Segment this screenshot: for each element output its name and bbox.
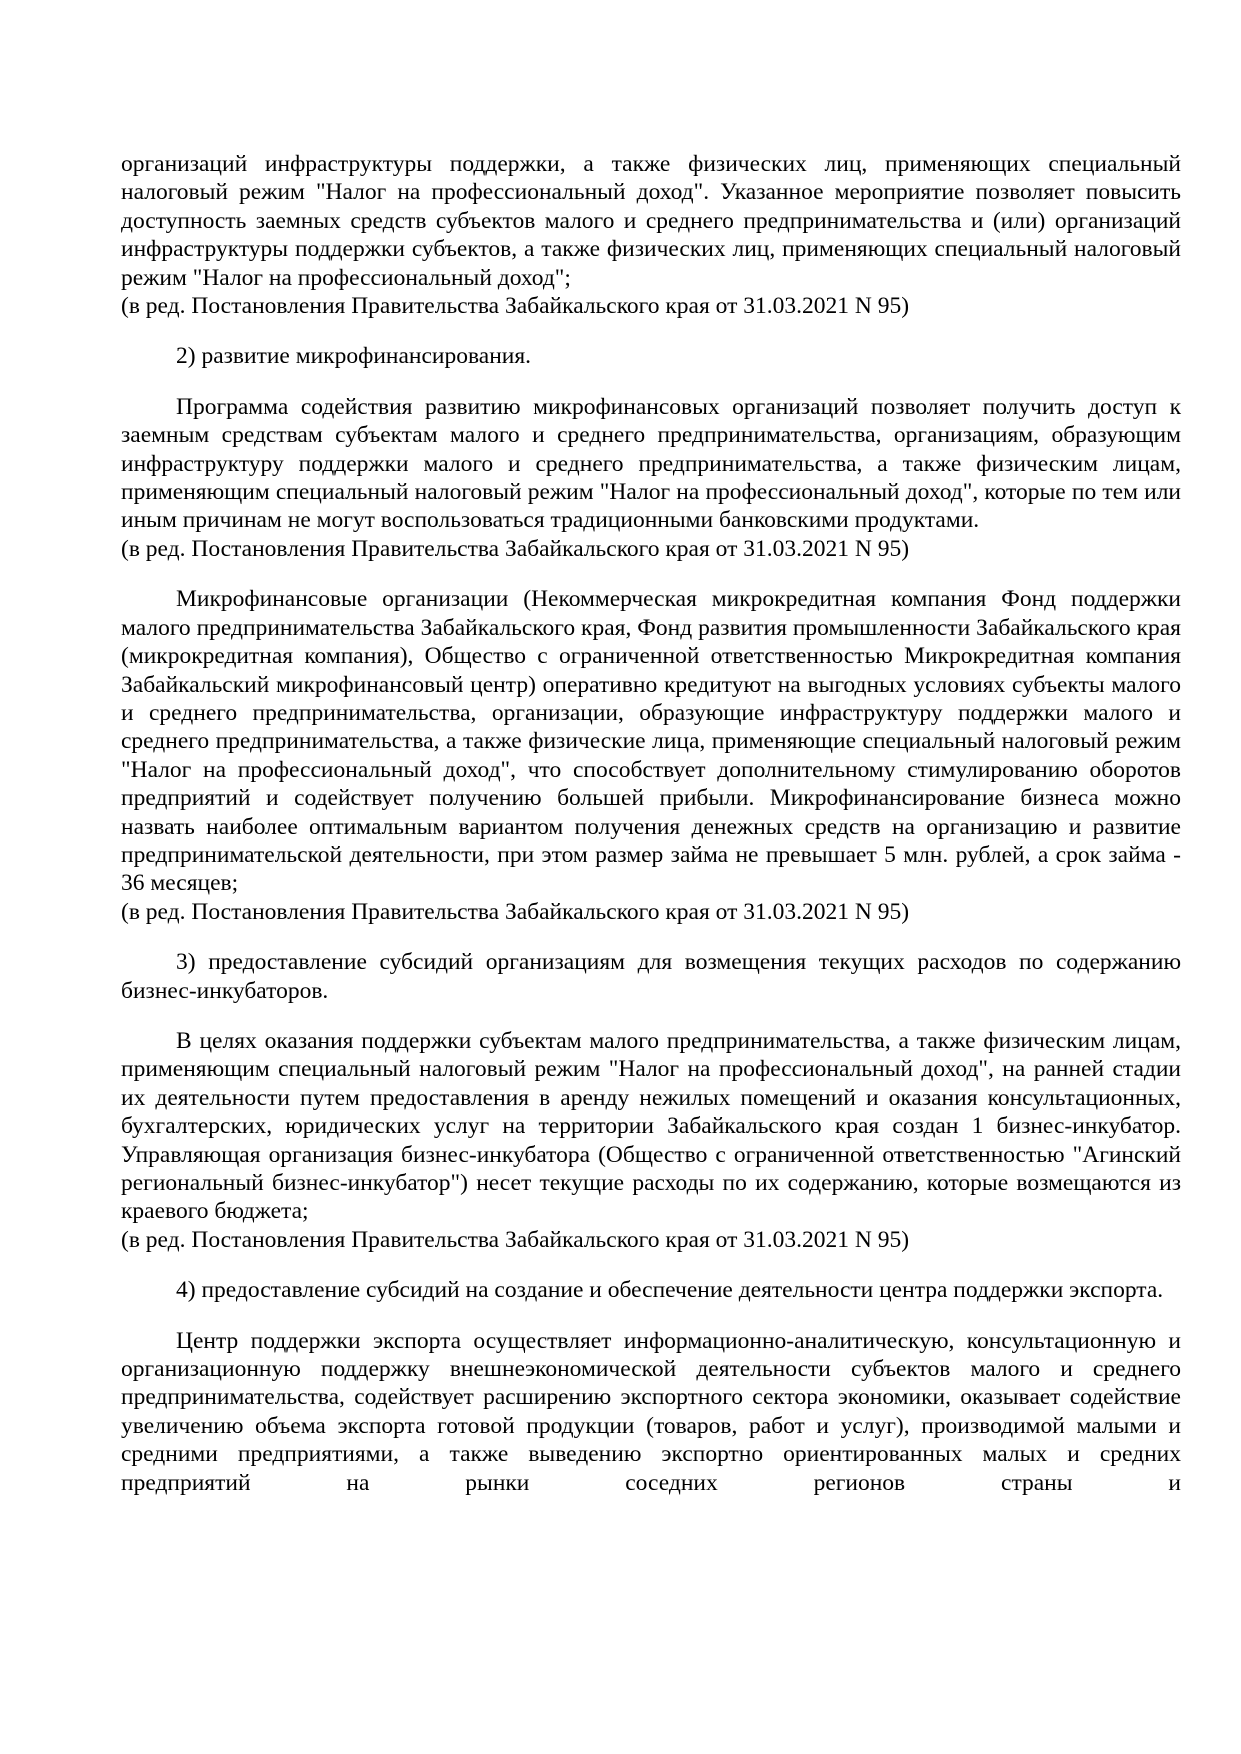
paragraph-block	[121, 393, 1181, 563]
paragraph-text: Микрофинансовые организации (Некоммерческая микрокредитная компания Фонд поддержки малого предпринимательства Забайкальского края, Фонд развития промышленности Забайкальского края (микрокредитная компания), Общество с ограниченной ответственностью Микрокредитная компания Забайкальский микрофинансовый центр) оперативно кредитуют на выгодных условиях субъекты малого и среднего предпринимательства, организации, образующие инфраструктуру поддержки малого и среднего предпринимательства, а также физические лица, применяющие специальный налоговый режим "Налог на профессиональный доход", что способствует дополнительному стимулированию оборотов предприятий и содействует получению большей прибыли. Микрофинансирование бизнеса можно назвать наиболее оптимальным вариантом получения денежных средств на организацию и развитие предпринимательской деятельности, при этом размер займа не превышает 5 млн. рублей, а срок займа - 36 месяцев;	[121, 586, 1181, 897]
paragraph-text: 4) предоставление субсидий на создание и обеспечение деятельности центра поддержки экспорта.	[176, 1277, 1164, 1304]
amendment-reference: (в ред. Постановления Правительства Забайкальского края от 31.03.2021 N 95)	[121, 898, 910, 925]
paragraph-text: Программа содействия развитию микрофинансовых организаций позволяет получить доступ к заемным средствам субъектам малого и среднего предпринимательства, организациям, образующим инфраструктуру поддержки малого и среднего предпринимательства, а также физическим лицам, применяющим специальный налоговый режим "Налог на профессиональный доход", которые по тем или иным причинам не могут воспользоваться традиционными банковскими продуктами.	[121, 393, 1181, 534]
paragraph-block	[121, 1276, 1181, 1304]
paragraph-block	[121, 948, 1181, 1005]
paragraph-block	[121, 342, 1181, 370]
amendment-reference: (в ред. Постановления Правительства Забайкальского края от 31.03.2021 N 95)	[121, 1226, 910, 1253]
document-page	[121, 150, 1181, 1497]
paragraph-block	[121, 150, 1181, 320]
paragraph-text: 3) предоставление субсидий организациям для возмещения текущих расходов по содержанию бизнес-инкубаторов.	[121, 949, 1181, 1004]
paragraph-block	[121, 1027, 1181, 1254]
amendment-reference: (в ред. Постановления Правительства Забайкальского края от 31.03.2021 N 95)	[121, 535, 910, 562]
paragraph-text: В целях оказания поддержки субъектам малого предпринимательства, а также физическим лицам, применяющим специальный налоговый режим "Налог на профессиональный доход", на ранней стадии их деятельности путем предоставления в аренду нежилых помещений и оказания консультационных, бухгалтерских, юридических услуг на территории Забайкальского края создан 1 бизнес-инкубатор. Управляющая организация бизнес-инкубатора (Общество с ограниченной ответственностью "Агинский региональный бизнес-инкубатор") несет текущие расходы по их содержанию, которые возмещаются из краевого бюджета;	[121, 1027, 1181, 1225]
paragraph-block	[121, 585, 1181, 926]
paragraph-text: 2) развитие микрофинансирования.	[176, 343, 532, 370]
amendment-reference: (в ред. Постановления Правительства Забайкальского края от 31.03.2021 N 95)	[121, 293, 910, 320]
paragraph-block	[121, 1327, 1181, 1497]
paragraph-text: Центр поддержки экспорта осуществляет информационно-аналитическую, консультационную и организационную поддержку внешнеэкономической деятельности субъектов малого и среднего предпринимательства, содействует расширению экспортного сектора экономики, оказывает содействие увеличению объема экспорта готовой продукции (товаров, работ и услуг), производимой малыми и средними предприятиями, а также выведению экспортно ориентированных малых и средних предприятий на рынки соседних регионов страны и	[121, 1327, 1181, 1496]
paragraph-text: организаций инфраструктуры поддержки, а также физических лиц, применяющих специальный налоговый режим "Налог на профессиональный доход". Указанное мероприятие позволяет повысить доступность заемных средств субъектов малого и среднего предпринимательства и (или) организаций инфраструктуры поддержки субъектов, а также физических лиц, применяющих специальный налоговый режим "Налог на профессиональный доход";	[121, 151, 1181, 291]
